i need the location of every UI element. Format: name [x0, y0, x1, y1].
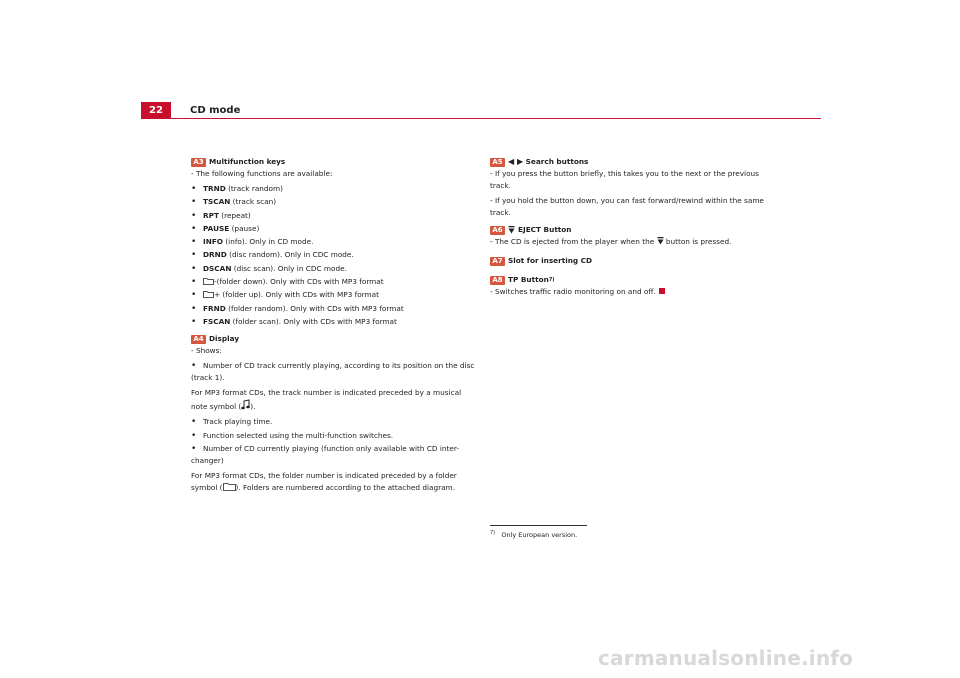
callout-badge: A4: [191, 335, 206, 344]
folder-icon: [203, 277, 214, 285]
section-heading-display: [191, 333, 481, 345]
callout-badge: A8: [490, 276, 505, 285]
page-number: 22: [141, 102, 171, 119]
left-right-arrows-icon: ◀ ▶: [508, 157, 524, 166]
section-title: EJECT Button: [518, 225, 572, 234]
paragraph: - The CD is ejected from the player when the button is pressed.: [490, 237, 732, 246]
list-item: • FRND (folder random). Only with CDs with MP3 format: [191, 303, 481, 316]
music-note-icon: [241, 399, 250, 410]
section-end-marker-icon: [659, 288, 665, 294]
footnote: [490, 530, 577, 539]
left-column: [191, 154, 481, 494]
watermark-text: carmanualsonline.info: [598, 646, 854, 670]
section-heading-eject: [490, 224, 780, 236]
paragraph-line: symbol ( ). Folders are numbered according to the attached diagram.: [191, 482, 455, 492]
eject-icon: [508, 226, 515, 234]
list-item: • + (folder up). Only with CDs with MP3 format: [191, 289, 481, 302]
section-title: Search buttons: [525, 157, 589, 166]
section-heading-tp: [490, 274, 780, 286]
eject-icon: [657, 237, 664, 245]
callout-badge: A6: [490, 226, 505, 235]
list-item: • FSCAN (folder scan). Only with CDs with MP3 format: [191, 316, 481, 329]
paragraph-line: note symbol ( ).: [191, 399, 481, 413]
paragraph: - Switches traffic radio monitoring on and off.: [490, 286, 780, 298]
page-header: [141, 102, 821, 119]
list-item-continuation: (track 1).: [191, 373, 225, 383]
footnote-rule: [490, 525, 587, 526]
footnote-mark: 7): [490, 530, 496, 536]
section-heading-search: [490, 156, 780, 168]
list-item: • INFO (info). Only in CD mode.: [191, 236, 481, 249]
section-title: Multifunction keys: [209, 157, 286, 166]
list-item: • TRND (track random): [191, 183, 481, 196]
section-title: TP Button: [508, 275, 549, 284]
callout-badge: A3: [191, 158, 206, 167]
footnote-text: Only European version.: [501, 531, 578, 540]
paragraph: For MP3 format CDs, the track number is indicated preceded by a musical: [191, 388, 462, 398]
list-item: • PAUSE (pause): [191, 223, 481, 236]
header-rule: [171, 118, 821, 119]
footnote-ref: 7): [548, 277, 555, 283]
section-intro: - The following functions are available:: [191, 169, 333, 178]
section-intro: - Shows:: [191, 346, 222, 356]
paragraph: For MP3 format CDs, the folder number is indicated preceded by a folder: [191, 470, 457, 480]
list-item: • DRND (disc random). Only in CDC mode.: [191, 249, 481, 262]
callout-badge: A7: [490, 257, 505, 266]
right-column: [490, 154, 780, 298]
list-item: • TSCAN (track scan): [191, 196, 481, 209]
list-item: • -(folder down). Only with CDs with MP3 format: [191, 276, 481, 289]
folder-icon: [223, 482, 236, 491]
list-item: • Number of CD track currently playing, according to its position on the disc: [191, 360, 481, 372]
paragraph: - If you press the button briefly, this takes you to the next or the previous: [490, 169, 759, 178]
section-heading-slot: [490, 255, 780, 267]
chapter-title: CD mode: [190, 105, 241, 116]
paragraph-line: track.: [490, 181, 511, 190]
list-item: • RPT (repeat): [191, 210, 481, 223]
paragraph: - If you hold the button down, you can fast forward/rewind within the same: [490, 196, 764, 205]
paragraph-line: track.: [490, 208, 511, 217]
section-title: Display: [209, 334, 240, 344]
list-item: • Function selected using the multi-function switches.: [191, 430, 481, 443]
list-item: • Number of CD currently playing (function only available with CD inter-: [191, 443, 481, 455]
folder-icon: [203, 290, 214, 298]
section-heading-multifunction: [191, 156, 481, 168]
list-item: • Track playing time.: [191, 416, 481, 429]
section-title: Slot for inserting CD: [508, 256, 593, 265]
callout-badge: A5: [490, 158, 505, 167]
list-item-continuation: changer): [191, 455, 224, 465]
list-item: • DSCAN (disc scan). Only in CDC mode.: [191, 263, 481, 276]
